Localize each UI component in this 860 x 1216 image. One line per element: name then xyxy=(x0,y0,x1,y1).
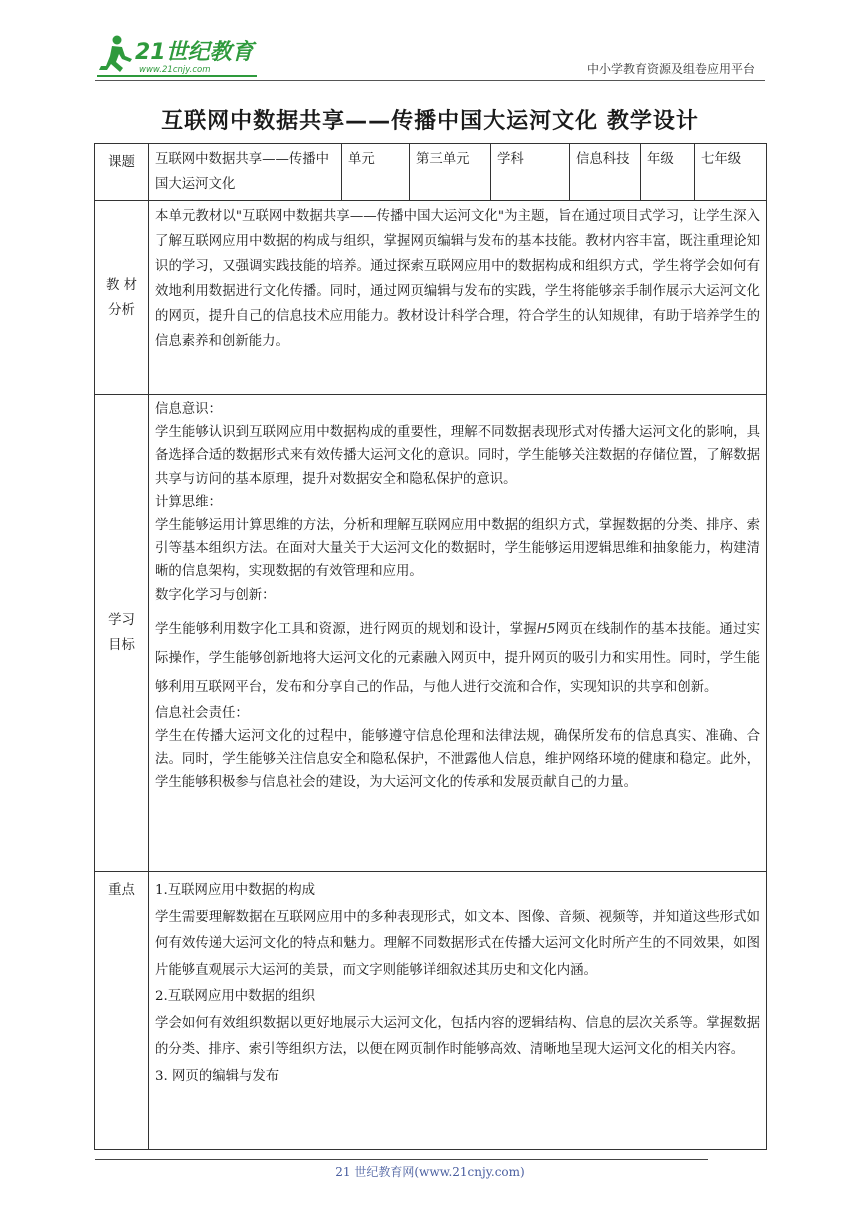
site-slogan: 中小学教育资源及组卷应用平台 xyxy=(586,62,755,76)
key-point-text: 学会如何有效组织数据以更好地展示大运河文化，包括内容的逻辑结构、信息的层次关系等。掌握数据的分类、排序、索引等组织方法，以便在网页制作时能够高效、清晰地呈现大运河文化的相关内容。 xyxy=(155,1015,760,1057)
logo-wordmark: 21世纪教育 xyxy=(135,40,254,65)
key-point-text: 学生需要理解数据在互联网应用中的多种表现形式，如文本、图像、音频、视频等，并知道这些形式如何有效传递大运河文化的特点和魅力。理解不同数据形式在传播大运河文化时所产生的不同效果，如图片能够直观展示大运河的美景，而文字则能够详细叙述其历史和文化内涵。 xyxy=(155,909,760,978)
objective-heading: 数字化学习与创新： xyxy=(155,587,276,603)
objective-text-part: 网页在线制作的基本技能。通过实际操作，学生能够创新地将大运河文化的元素融入网页中，提升网页的吸引力和实用性。同时，学生能够利用互联网平台，发布和分享自己的作品，与他人进行交流和合作，实现知识的共享和创新。 xyxy=(155,621,760,695)
material-analysis-label: 教 材 分析 xyxy=(95,201,149,395)
site-logo xyxy=(95,32,265,82)
subject-label: 学科 xyxy=(491,144,570,201)
unit-value: 第三单元 xyxy=(410,144,491,201)
objective-text: 学生在传播大运河文化的过程中，能够遵守信息伦理和法律法规，确保所发布的信息真实、准确、合法。同时，学生能够关注信息安全和隐私保护，不泄露他人信息，维护网络环境的健康和稳定。此外，学生能够积极参与信息社会的建设，为大运河文化的传承和发展贡献自己的力量。 xyxy=(155,729,760,791)
material-analysis-row xyxy=(95,201,767,395)
key-point-heading: 3. 网页的编辑与发布 xyxy=(155,1068,280,1084)
objectives-content xyxy=(149,395,767,872)
unit-label: 单元 xyxy=(342,144,410,201)
runner-icon xyxy=(99,36,132,73)
h5-term: H5 xyxy=(536,621,556,637)
objectives-row xyxy=(95,395,767,872)
objective-heading: 信息社会责任： xyxy=(155,705,249,721)
objectives-label: 学习 目标 xyxy=(95,395,149,872)
key-points-label: 重点 xyxy=(95,872,149,1150)
key-point-heading: 2.互联网应用中数据的组织 xyxy=(155,989,316,1004)
subject-value: 信息科技 xyxy=(570,144,641,201)
grade-value: 七年级 xyxy=(695,144,767,201)
objective-text xyxy=(155,615,760,702)
key-points-row xyxy=(95,872,767,1150)
objective-heading: 计算思维： xyxy=(155,494,222,510)
header-divider xyxy=(95,80,765,81)
info-row xyxy=(95,144,767,201)
topic-value: 互联网中数据共享——传播中国大运河文化 xyxy=(149,144,342,201)
logo-url: www.21cnjy.com xyxy=(139,65,211,75)
key-points-content xyxy=(149,872,767,1150)
key-point-heading: 1.互联网应用中数据的构成 xyxy=(155,883,316,898)
objective-text: 学生能够认识到互联网应用中数据构成的重要性，理解不同数据表现形式对传播大运河文化的影响，具备选择合适的数据形式来有效传播大运河文化的意识。同时，学生能够关注数据的存储位置，了解数据共享与访问的基本原理，提升对数据安全和隐私保护的意识。 xyxy=(155,425,760,487)
objective-text-part: 学生能够利用数字化工具和资源，进行网页的规划和设计，掌握 xyxy=(155,621,537,637)
objective-text: 学生能够运用计算思维的方法，分析和理解互联网应用中数据的组织方式，掌握数据的分类、排序、索引等基本组织方法。在面对大量关于大运河文化的数据时，学生能够运用逻辑思维和抽象能力，构建清晰的信息架构，实现数据的有效管理和应用。 xyxy=(155,518,760,580)
lesson-plan-table xyxy=(94,143,767,1150)
footer-divider xyxy=(95,1159,708,1160)
grade-label: 年级 xyxy=(641,144,695,201)
material-analysis-text: 本单元教材以"互联网中数据共享——传播中国大运河文化"为主题，旨在通过项目式学习，让学生深入了解互联网应用中数据的构成与组织，掌握网页编辑与发布的基本技能。教材内容丰富，既注重理论知识的学习，又强调实践技能的培养。通过探索互联网应用中的数据构成和组织方式，学生将学会如何有效地利用数据进行文化传播。同时，通过网页编辑与发布的实践，学生将能够亲手制作展示大运河文化的网页，提升自己的信息技术应用能力。教材设计科学合理，符合学生的认知规律，有助于培养学生的信息素养和创新能力。 xyxy=(149,201,767,395)
topic-label: 课题 xyxy=(95,144,149,201)
footer-text: 21 世纪教育网(www.21cnjy.com) xyxy=(335,1165,525,1179)
document-title: 互联网中数据共享——传播中国大运河文化 教学设计 xyxy=(161,109,699,134)
objective-heading: 信息意识： xyxy=(155,402,222,417)
